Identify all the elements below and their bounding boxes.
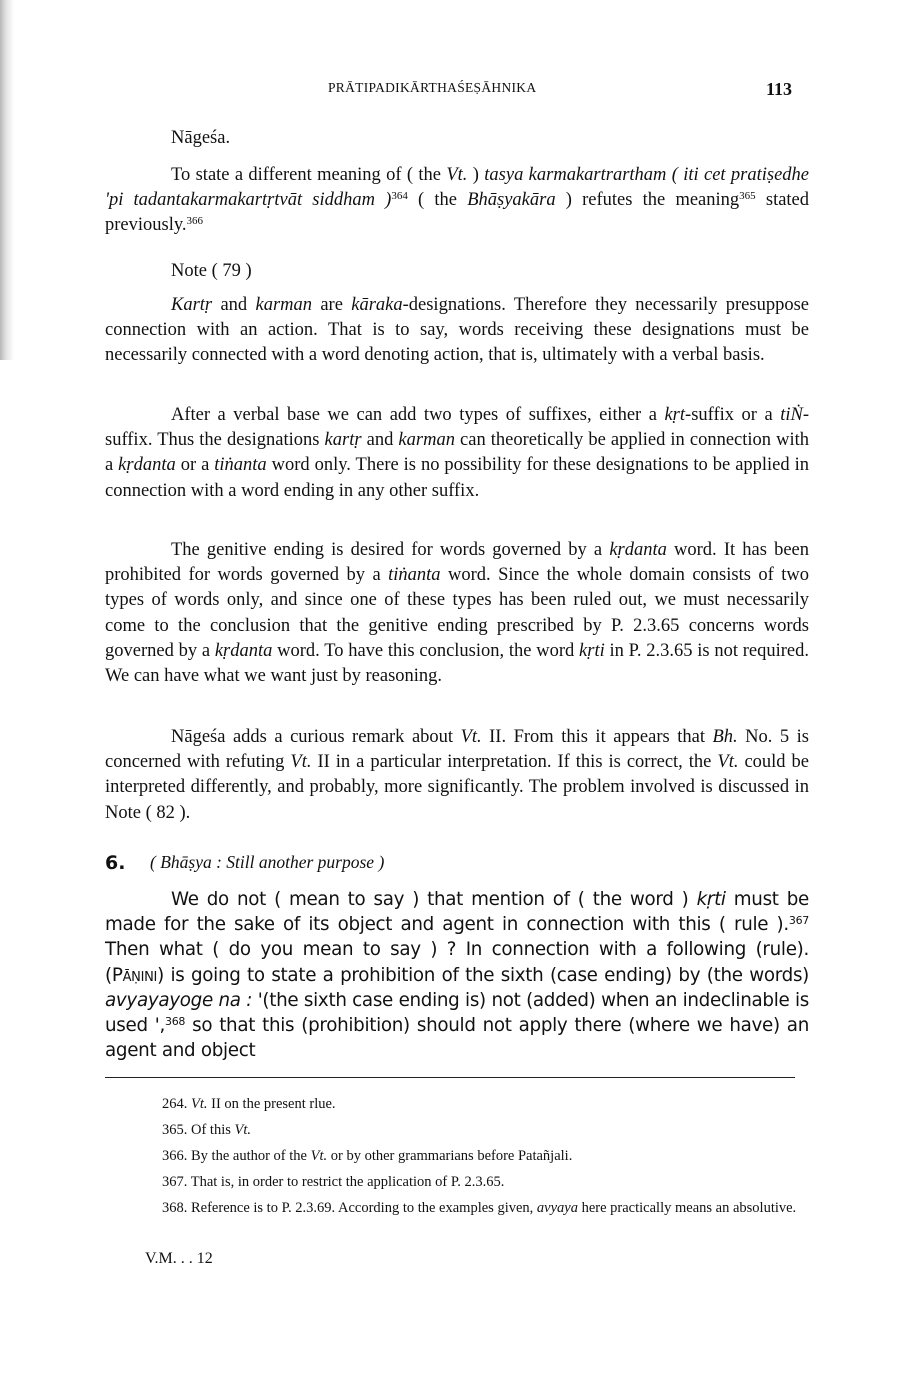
text-run: stated previously. xyxy=(105,190,810,236)
text-run: kṛti xyxy=(579,640,605,661)
text-run: or a xyxy=(175,455,215,476)
text-run: can theoretically be applied in connection with a xyxy=(105,430,810,476)
text-run: kṛt xyxy=(664,405,686,425)
footnote-368 xyxy=(105,1198,805,1219)
text-run: kṛdanta xyxy=(118,455,176,476)
text-run: kṛti xyxy=(696,889,726,910)
text-run: Note ( 79 ) xyxy=(171,261,252,281)
text-run: Bh. xyxy=(712,727,738,747)
text-run: We do not ( mean to say ) that mention of ( the word ) xyxy=(171,889,697,910)
section-title: ( Bhāṣya : Still another purpose ) xyxy=(150,852,385,872)
text-run: Vt. xyxy=(191,1096,208,1112)
paragraph-nagesa xyxy=(105,126,809,151)
text-run: could be interpreted differently, and probably, more significantly. The problem involved is discussed in Note ( 82 ). xyxy=(105,752,810,823)
note-heading xyxy=(105,259,809,284)
text-run: '(the sixth case ending is) not (added) when an indeclinable is used ', xyxy=(105,989,809,1037)
text-run: tiṅanta xyxy=(214,455,267,476)
footnote-ref: 367 xyxy=(788,914,809,928)
text-run: avyaya xyxy=(536,1200,578,1216)
bhasya-paragraph xyxy=(105,887,809,1063)
text-run: II in a particular interpretation. If this is correct, the xyxy=(311,752,718,773)
text-run: 368. Reference is to P. 2.3.69. According to the examples given, xyxy=(162,1200,537,1216)
text-run: tiṄ xyxy=(780,405,803,425)
text-run: No. 5 is concerned with refuting xyxy=(105,727,810,773)
text-run: karman xyxy=(398,430,455,451)
text-run: 365. Of this xyxy=(162,1122,235,1138)
text-run: Pāṇini xyxy=(111,964,158,986)
text-run: II. From this it appears that xyxy=(481,727,713,747)
text-run: Vt. xyxy=(717,752,739,773)
scan-edge-shadow xyxy=(0,0,14,360)
section-number: 6. xyxy=(105,852,126,874)
text-run: here practically means an absolutive. xyxy=(577,1200,797,1216)
page-number: 113 xyxy=(766,79,793,99)
text-run: To state a different meaning of ( the xyxy=(171,165,447,185)
text-run: ) xyxy=(467,165,485,185)
text-run: kāraka xyxy=(351,295,403,315)
text-run: Nāgeśa. xyxy=(171,128,231,148)
text-run: and xyxy=(212,295,256,315)
text-run: 264. xyxy=(162,1096,191,1112)
text-run: karman xyxy=(255,295,313,315)
text-run: Vt. xyxy=(290,752,312,773)
text-run: -suffix. Thus the designations xyxy=(105,405,809,451)
text-run: Vt. xyxy=(234,1122,252,1138)
text-run: ( the xyxy=(407,190,468,211)
text-run: Vt. xyxy=(446,165,468,185)
paragraph-karaka xyxy=(105,293,809,369)
text-run: in P. 2.3.65 is not required. We can have what we want just by reasoning. xyxy=(105,640,809,687)
running-title: PRĀTIPADIKĀRTHAŚEṢĀHNIKA xyxy=(328,80,537,95)
text-run: kṛdanta xyxy=(609,540,667,560)
text-run: word. It has been prohibited for words governed by a xyxy=(105,540,810,586)
text-run: tasya karmakartrartham ( iti cet pratiṣedhe 'pi tadantakarmakartṛtvāt siddham ) xyxy=(105,165,810,211)
text-run: Then what ( do you mean to say ) ? In connection with a following (rule). ( xyxy=(105,939,809,986)
text-run: ) is going to state a prohibition of the sixth (case ending) by (the words) xyxy=(157,964,809,986)
text-run: Vt. xyxy=(310,1148,328,1164)
footnote-ref: 368 xyxy=(165,1015,186,1029)
paragraph-suffixes xyxy=(105,403,809,504)
text-run: Bhāṣyakāra xyxy=(467,190,556,211)
signature-mark: V.M. . . 12 xyxy=(145,1250,213,1267)
text-run: tiṅanta xyxy=(388,565,441,586)
text-run: word only. There is no possibility for these designations to be applied in connection with a word ending in any other suffix. xyxy=(105,455,809,501)
text-run: word. To have this conclusion, the word xyxy=(272,640,580,661)
footnote-365 xyxy=(105,1120,805,1141)
text-run: After a verbal base we can add two types of suffixes, either a xyxy=(171,405,665,425)
text-run: or by other grammarians before Patañjali. xyxy=(327,1148,573,1164)
text-run: II on the present rlue. xyxy=(207,1096,336,1112)
footnote-divider xyxy=(105,1077,795,1078)
footnote-ref: 366 xyxy=(186,215,204,228)
text-run: avyayayoge na : xyxy=(105,989,253,1011)
text-run: are xyxy=(312,295,352,315)
paragraph-nagesa-remark xyxy=(105,725,809,826)
text-run: Vt. xyxy=(460,727,482,747)
text-run: -designations. Therefore they necessarily presuppose connection with an action. That is to say, words receiving these designations must be necessarily connected with a word denoting action, that is, ultimately with a verbal basis. xyxy=(105,295,809,366)
text-run: The genitive ending is desired for words governed by a xyxy=(171,540,610,560)
text-run: 366. By the author of the xyxy=(162,1148,311,1164)
footnote-367 xyxy=(105,1172,805,1193)
text-run: ) refutes the meaning xyxy=(555,190,740,211)
text-run: must be made for the sake of its object and agent in connection with this ( rule ). xyxy=(105,889,809,936)
text-run: word. Since the whole domain consists of two types of words only, and since one of these types has been ruled out, we must necessarily come to the conclusion that the genitive ending prescribed by P. 2.3.65 concerns words governed by a xyxy=(105,565,809,661)
paragraph-genitive xyxy=(105,538,809,689)
text-run: Kartṛ xyxy=(171,295,213,315)
text-run: kṛdanta xyxy=(214,640,273,661)
footnote-264 xyxy=(105,1094,805,1115)
text-run: 367. That is, in order to restrict the application of P. 2.3.65. xyxy=(162,1174,505,1190)
text-run: -suffix or a xyxy=(685,405,781,425)
text-run: and xyxy=(361,430,399,451)
footnote-ref: 364 xyxy=(391,190,408,203)
paragraph-different-meaning xyxy=(105,163,809,239)
text-run: so that this (prohibition) should not apply there (where we have) an agent and object xyxy=(105,1015,809,1062)
footnote-ref: 365 xyxy=(739,190,756,203)
text-run: kartṛ xyxy=(324,430,362,451)
footnote-366 xyxy=(105,1146,805,1167)
text-run: Nāgeśa adds a curious remark about xyxy=(171,727,461,747)
